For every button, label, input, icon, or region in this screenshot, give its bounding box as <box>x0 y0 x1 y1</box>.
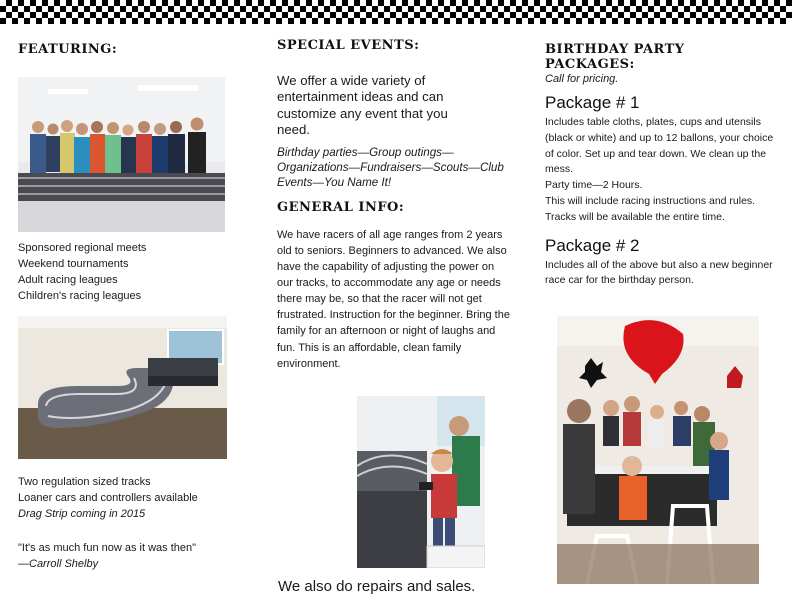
list-item: Two regulation sized tracks <box>18 476 151 488</box>
quote-text: "It's as much fun now as it was then" <box>18 542 197 554</box>
pricing-note: Call for pricing. <box>545 73 619 85</box>
package-1-title: Package # 1 <box>545 93 640 112</box>
featuring-list-2 <box>18 474 248 522</box>
checkered-flag-border <box>0 0 792 24</box>
repairs-footer: We also do repairs and sales. <box>278 578 476 595</box>
list-item: Sponsored regional meets <box>18 242 147 254</box>
list-item: Drag Strip coming in 2015 <box>18 508 146 520</box>
list-item: Loaner cars and controllers available <box>18 492 198 504</box>
package-1-text: Includes table cloths, plates, cups and utensils (black or white) and up to 12 ballons, your choice of color. Set up and tear down. We clean up the mess. <box>545 116 774 176</box>
package-2-title: Package # 2 <box>545 235 640 255</box>
special-events-intro: We offer a wide variety of entertainment ideas and can customize any event that you need. <box>277 73 448 138</box>
package-2-text: Includes all of the above but also a new beginner race car for the birthday person. <box>545 258 773 287</box>
list-item: Children's racing leagues <box>18 290 142 302</box>
quote-block <box>18 540 248 572</box>
birthday-heading: BIRTHDAY PARTY PACKAGES: <box>545 42 685 72</box>
race-track-room-photo <box>18 316 227 459</box>
featuring-column <box>18 38 238 57</box>
package-1-rules: This will include racing instructions and rules. Tracks will be available the entire time. <box>545 194 756 223</box>
group-of-racers-photo <box>18 77 225 232</box>
special-events-heading: SPECIAL EVENTS: <box>277 38 420 53</box>
special-events-column <box>277 38 515 372</box>
event-list: Birthday parties—Group outings—Organizations—Fundraisers—Scouts—Club Events—You Name It! <box>277 145 504 190</box>
quote-author: —Carroll Shelby <box>18 558 99 570</box>
featuring-heading: FEATURING: <box>18 42 118 57</box>
list-item: Weekend tournaments <box>18 258 129 270</box>
general-info-body: We have racers of all age ranges from 2 years old to seniors. Beginners to advanced. We also have the capability of adjusting the power on our tracks, to accommodate any age or needs there may be, so that the racer will not get frustrated. Instruction for the beginner. Bring the family for an afternoon or night of laughs and fun. This is an affordable, clean family environment. <box>277 228 510 370</box>
birthday-column <box>545 38 780 289</box>
birthday-party-photo <box>557 316 759 584</box>
package-1-time: Party time—2 Hours. <box>545 179 643 192</box>
list-item: Adult racing leagues <box>18 274 118 286</box>
featuring-list-1 <box>18 240 238 304</box>
child-racing-photo <box>357 396 485 568</box>
general-info-heading: GENERAL INFO: <box>277 199 405 215</box>
